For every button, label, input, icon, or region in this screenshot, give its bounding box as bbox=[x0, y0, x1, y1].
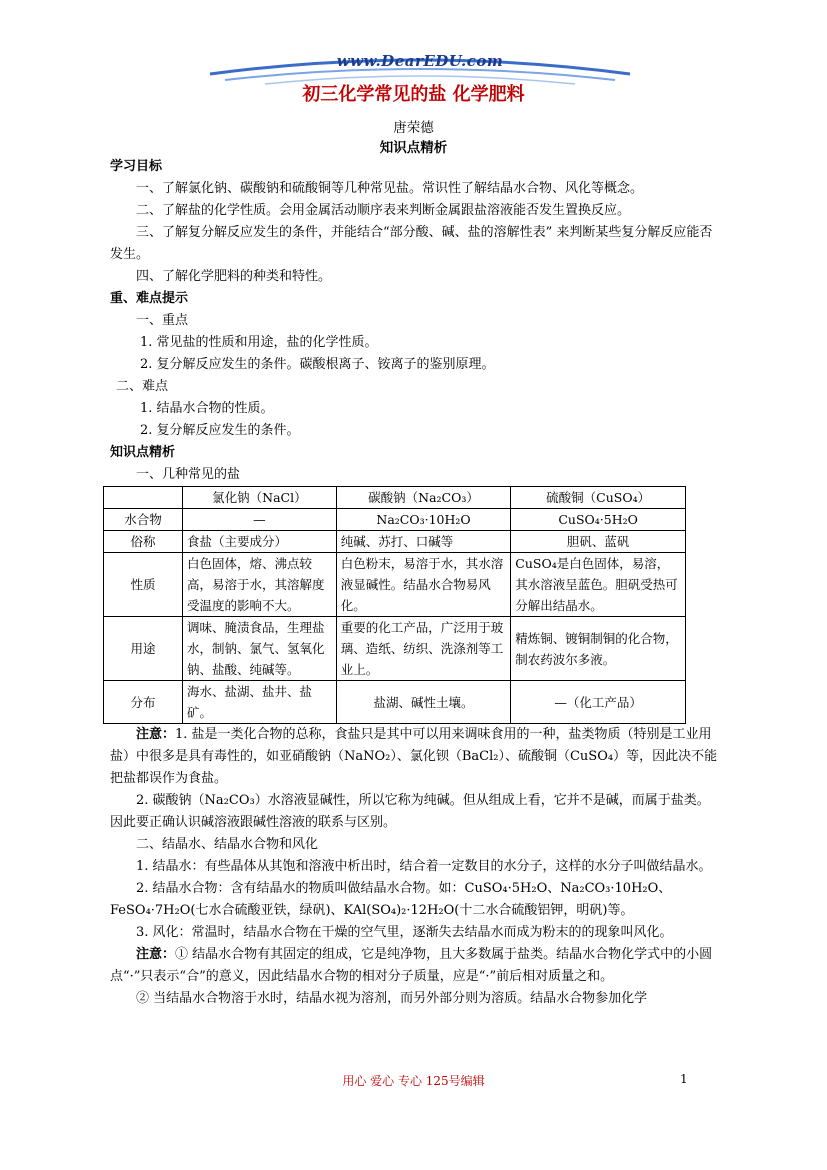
table-row bbox=[104, 509, 686, 531]
table-cell: 调味、腌渍食品，生理盐水，制钠、氯气、氢氧化钠、盐酸、纯碱等。 bbox=[183, 617, 337, 681]
note-label: 注意： bbox=[136, 727, 176, 742]
table-cell: CuSO₄·5H₂O bbox=[511, 509, 686, 531]
table-cell: Na₂CO₃·10H₂O bbox=[336, 509, 511, 531]
row-label: 水合物 bbox=[104, 509, 183, 531]
table-header-cell: 氯化钠（NaCl） bbox=[183, 487, 337, 509]
table-row bbox=[104, 553, 686, 617]
diff-item: 1. 结晶水合物的性质。 bbox=[140, 401, 274, 416]
key-item: 2. 复分解反应发生的条件。碳酸根离子、铵离子的鉴别原理。 bbox=[140, 357, 495, 372]
key-label: 一、重点 bbox=[136, 313, 189, 328]
page-title: 初三化学常见的盐 化学肥料 bbox=[302, 84, 525, 105]
diff-label: 二、难点 bbox=[116, 379, 169, 394]
table-cell: —（化工产品） bbox=[511, 681, 686, 724]
salts-table bbox=[103, 486, 686, 724]
table-cell: 胆矾、蓝矾 bbox=[511, 531, 686, 553]
footer-text: 用心 爱心 专心 125号编辑 bbox=[342, 1074, 485, 1088]
note-text: ① 结晶水合物有其固定的组成，它是纯净物，且大多数属于盐类。结晶水合物化学式中的小圆点“·”只表示“合”的意义，因此结晶水合物的相对分子质量，应是“·”前后相对质量之和。 bbox=[110, 947, 713, 984]
table-row bbox=[104, 531, 686, 553]
row-label: 用途 bbox=[104, 617, 183, 681]
paragraph: 3. 风化：常温时，结晶水合物在干燥的空气里，逐渐失去结晶水而成为粉末的的现象叫风化。 bbox=[136, 925, 673, 940]
table-header-cell: 硫酸铜（CuSO₄） bbox=[511, 487, 686, 509]
table-header-cell: 碳酸钠（Na₂CO₃） bbox=[336, 487, 511, 509]
page-number: 1 bbox=[680, 1072, 688, 1086]
note-text: ② 当结晶水合物溶于水时，结晶水视为溶剂，而另外部分则为溶质。结晶水合物参加化学 bbox=[136, 991, 648, 1006]
row-label: 分布 bbox=[104, 681, 183, 724]
objective-item: 一、了解氯化钠、碳酸钠和硫酸铜等几种常见盐。常识性了解结晶水合物、风化等概念。 bbox=[136, 181, 644, 196]
table-cell: 纯碱、苏打、口碱等 bbox=[336, 531, 511, 553]
subtitle: 知识点精析 bbox=[379, 140, 448, 156]
note-text: 2. 碳酸钠（Na₂CO₃）水溶液显碱性，所以它称为纯碱。但从组成上看，它并不是碱，而属于盐类。因此要正确认识碱溶液跟碱性溶液的联系与区别。 bbox=[110, 793, 710, 830]
table-row bbox=[104, 681, 686, 724]
table-cell: 白色粉末，易溶于水，其水溶液显碱性。结晶水合物易风化。 bbox=[336, 553, 511, 617]
paragraph: 1. 结晶水：有些晶体从其饱和溶液中析出时，结合着一定数目的水分子，这样的水分子叫做结晶水。 bbox=[136, 859, 712, 874]
table-cell: 食盐（主要成分） bbox=[183, 531, 337, 553]
table-row bbox=[104, 617, 686, 681]
content bbox=[110, 156, 720, 1010]
diff-item: 2. 复分解反应发生的条件。 bbox=[140, 423, 300, 438]
table-cell: 精炼铜、镀铜制铜的化合物，制农药波尔多液。 bbox=[511, 617, 686, 681]
objective-item: 三、了解复分解反应发生的条件，并能结合“部分酸、碱、盐的溶解性表” 来判断某些复分解反应能否发生。 bbox=[110, 225, 713, 262]
table-cell: 海水、盐湖、盐井、盐矿。 bbox=[183, 681, 337, 724]
objectives-heading: 学习目标 bbox=[110, 159, 163, 174]
row-label: 俗称 bbox=[104, 531, 183, 553]
table-cell: CuSO₄是白色固体，易溶，其水溶液呈蓝色。胆矾受热可分解出结晶水。 bbox=[511, 553, 686, 617]
author: 唐荣德 bbox=[393, 120, 434, 136]
table-cell: 重要的化工产品，广泛用于玻璃、造纸、纺织、洗涤剂等工业上。 bbox=[336, 617, 511, 681]
note-label: 注意： bbox=[136, 947, 176, 962]
objective-item: 二、了解盐的化学性质。会用金属活动顺序表来判断金属跟盐溶液能否发生置换反应。 bbox=[136, 203, 631, 218]
table-cell: — bbox=[183, 509, 337, 531]
section-heading: 一、几种常见的盐 bbox=[136, 467, 241, 482]
site-url[interactable]: www.DearEDU.com bbox=[336, 52, 504, 70]
objective-item: 四、了解化学肥料的种类和特性。 bbox=[136, 269, 332, 284]
table-cell: 白色固体，熔、沸点较高，易溶于水，其溶解度受温度的影响不大。 bbox=[183, 553, 337, 617]
note-text: 1. 盐是一类化合物的总称，食盐只是其中可以用来调味食用的一种，盐类物质（特别是工业用盐）中很多是具有毒性的，如亚硝酸钠（NaNO₂）、氯化钡（BaCl₂）、硫酸铜（CuSO₄）等，因此决不能把盐都误作为食盐。 bbox=[110, 727, 718, 786]
table-header-row bbox=[104, 487, 686, 509]
keypoints-heading: 重、难点提示 bbox=[110, 291, 189, 306]
table-header-cell bbox=[104, 487, 183, 509]
key-item: 1. 常见盐的性质和用途，盐的化学性质。 bbox=[140, 335, 378, 350]
table-cell: 盐湖、碱性土壤。 bbox=[336, 681, 511, 724]
row-label: 性质 bbox=[104, 553, 183, 617]
section-heading: 二、结晶水、结晶水合物和风化 bbox=[136, 837, 319, 852]
analysis-heading: 知识点精析 bbox=[110, 445, 176, 460]
paragraph: 2. 结晶水合物：含有结晶水的物质叫做结晶水合物。如：CuSO₄·5H₂O、Na₂CO₃·10H₂O、FeSO₄·7H₂O(七水合硫酸亚铁，绿矾)、KAl(SO₄)₂·12H₂O(十二水合硫酸铝钾，明矾)等。 bbox=[110, 881, 672, 918]
